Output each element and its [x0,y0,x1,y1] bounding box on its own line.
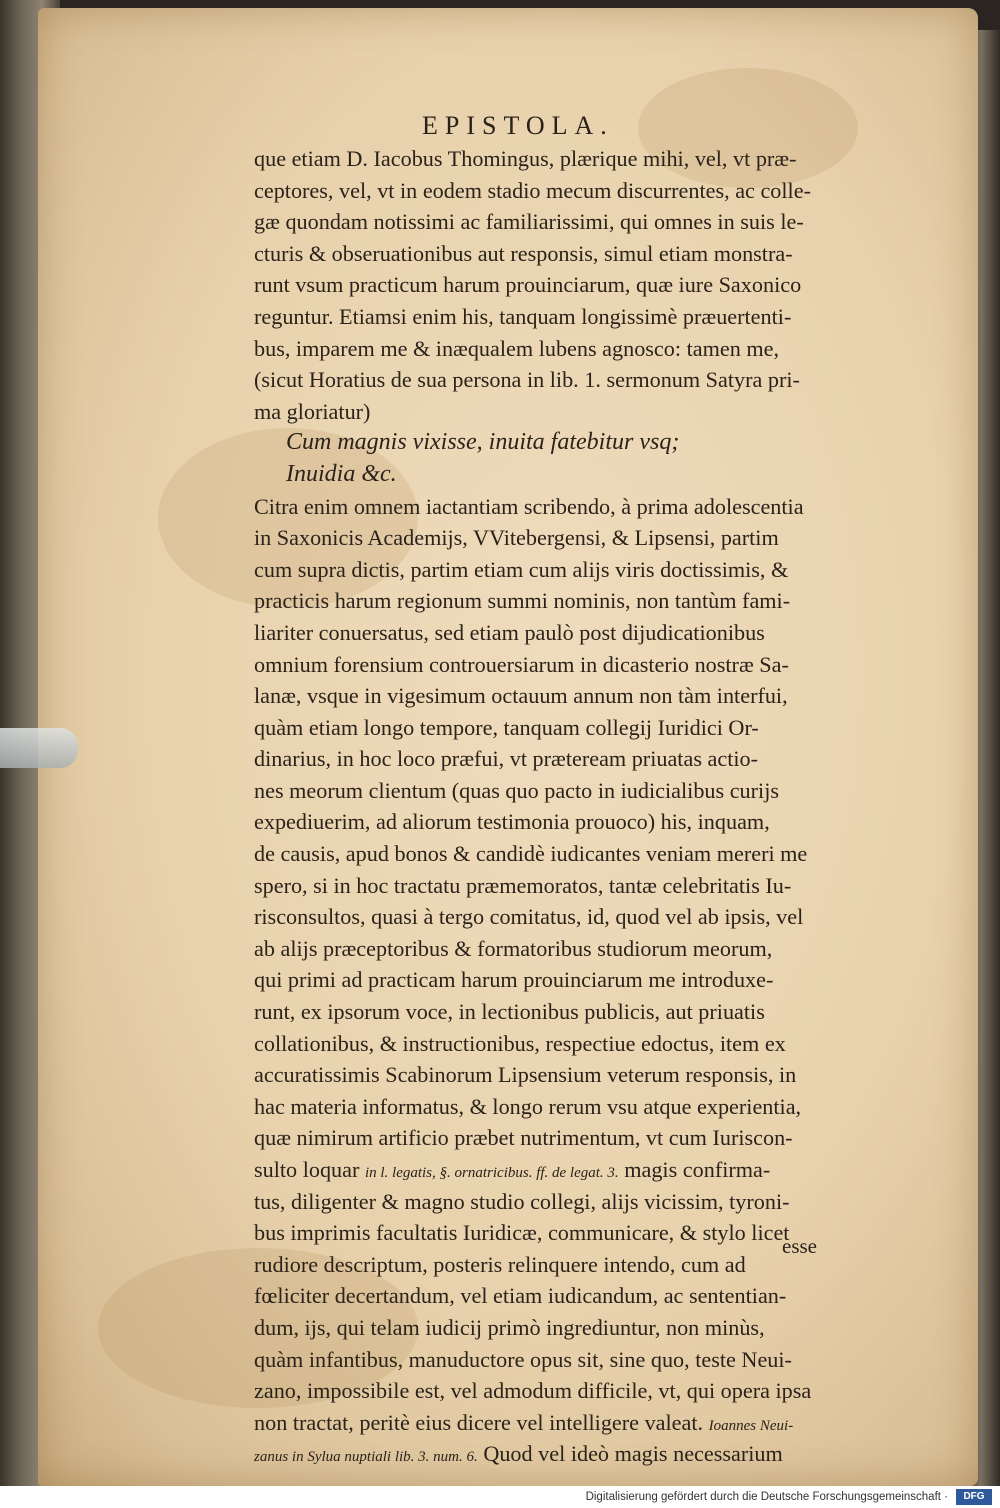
legal-citation: in l. legatis, §. ornatricibus. ff. de legat. 3. [364,1165,619,1181]
catchword: esse [782,1234,817,1258]
verse-quotation: Inuidia &c. [286,460,397,487]
legal-citation: zanus in Sylua nuptiali lib. 3. num. 6. [254,1449,478,1466]
text-line: bus, imparem me & inæqualem lubens agnosco: tamen me, [254,335,779,361]
text-line: ab alijs præceptoribus & formatoribus studiorum meorum, [254,935,773,961]
verse-quotation: Cum magnis vixisse, inuita fatebitur vsq; [286,429,680,456]
text-line: reguntur. Etiamsi enim his, tanquam longissimè præuertenti- [254,303,792,329]
text-line: ma gloriatur) [254,398,371,424]
text-line: runt, ex ipsorum voce, in lectionibus publicis, aut priuatis [254,999,765,1025]
text-line: zano, impossibile est, vel admodum difficile, vt, qui opera ipsa [254,1378,812,1404]
text-line-with-citation [254,1438,858,1470]
text-line-with-citation [254,1154,858,1186]
text-line: bus imprimis facultatis Iuridicæ, communicare, & stylo licet [254,1220,790,1246]
text-line: fœliciter decertandum, vel etiam iudicandum, ac sententian- [254,1283,787,1309]
running-head: EPISTOLA. [422,111,614,140]
text-line: (sicut Horatius de sua persona in lib. 1. sermonum Satyra pri- [254,367,800,393]
text-line: dinarius, in hoc loco præfui, vt præteream priuatas actio- [254,746,759,772]
text-line: runt vsum practicum harum prouinciarum, quæ iure Saxonico [254,272,802,298]
text-line: de causis, apud bonos & candidè iudicantes veniam mereri me [254,841,808,867]
text-line: liariter conuersatus, sed etiam paulò post dijudicationibus [254,619,765,645]
page-marker-tab [0,728,78,768]
text-fragment: magis confirma- [618,1157,771,1182]
legal-citation: Ioannes Neui- [708,1417,794,1434]
text-line: hac materia informatus, & longo rerum vsu atque experientia, [254,1093,802,1119]
text-line: que etiam D. Iacobus Thomingus, plærique mihi, vel, vt præ- [254,146,797,171]
text-line: tus, diligenter & magno studio collegi, alijs vicissim, tyroni- [254,1188,790,1214]
text-line: quàm infantibus, manuductore opus sit, sine quo, teste Neui- [254,1346,792,1372]
text-line: practicis harum regionum summi nominis, non tantùm fami- [254,588,791,614]
text-line: cturis & obseruationibus aut responsis, simul etiam monstra- [254,240,793,266]
main-text-block [254,143,858,1470]
text-line: dum, ijs, qui telam iudicij primò ingrediuntur, non minùs, [254,1314,765,1340]
text-line: lanæ, vsque in vigesimum octauum annum non tàm interfui, [254,683,788,709]
digitization-footer: Digitalisierung gefördert durch die Deutsche Forschungsgemeinschaft · [0,1486,1000,1508]
text-line: expediuerim, ad aliorum testimonia prouoco) his, inquam, [254,809,770,835]
text-line: in Saxonicis Academijs, VVitebergensi, & Lipsensi, partim [254,525,779,551]
text-line: qui primi ad practicam harum prouinciarum me introduxe- [254,967,774,993]
text-line: quàm etiam longo tempore, tanquam collegij Iuridici Or- [254,714,759,740]
text-line: accuratissimis Scabinorum Lipsensium veterum responsis, in [254,1062,797,1088]
dfg-logo: DFG [956,1489,992,1505]
text-line: cum supra dictis, partim etiam cum alijs viris doctissimis, & [254,556,789,582]
text-fragment: non tractat, peritè eius dicere vel intelligere valeat. [254,1409,709,1435]
text-line: omnium forensium controuersiarum in dicasterio nostræ Sa- [254,651,789,677]
text-line: gæ quondam notissimi ac familiarissimi, qui omnes in suis le- [254,209,804,235]
text-line: spero, si in hoc tractatu præmemoratos, tantæ celebritatis Iu- [254,872,792,898]
text-line: Citra enim omnem iactantiam scribendo, à prima adolescentia [254,493,804,519]
text-line: risconsultos, quasi à tergo comitatus, id, quod vel ab ipsis, vel [254,904,804,930]
text-line: rudiore descriptum, posteris relinquere intendo, cum ad [254,1251,746,1277]
text-line: collationibus, & instructionibus, respectiue edoctus, item ex [254,1030,786,1056]
text-line-with-citation [254,1407,858,1439]
text-fragment: sulto loquar [254,1157,365,1182]
text-fragment: Quod vel ideò magis necessarium [477,1441,783,1467]
text-line: quæ nimirum artificio præbet nutrimentum, vt cum Iuriscon- [254,1125,793,1151]
text-line: nes meorum clientum (quas quo pacto in iudicialibus curijs [254,777,779,803]
text-line: ceptores, vel, vt in eodem stadio mecum discurrentes, ac colle- [254,177,811,203]
